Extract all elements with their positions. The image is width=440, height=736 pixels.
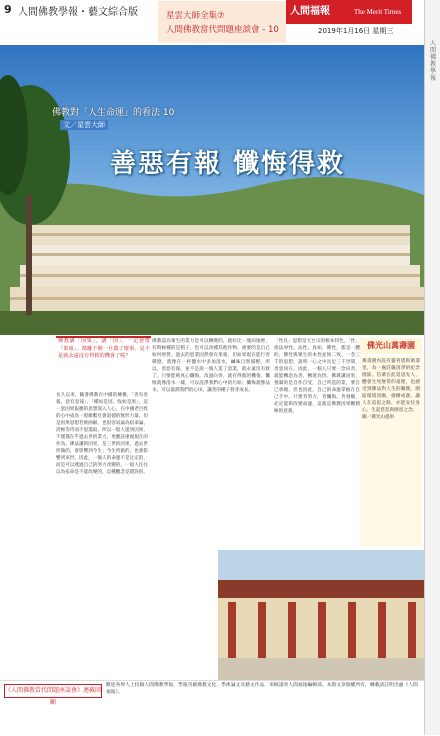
- sidebox-text: 萬壽園內設有靈骨塔與萬壽堂，為一處莊嚴清淨的紀念園區。信眾在此追思先人，體會生死無常的道理，也感受到佛法對人生的關懷。園區環境清幽，綠樹成蔭，讓人在追思之餘，亦能安住身心，生起慈悲與感恩之念。: [362, 359, 420, 413]
- article-lead: 佛教講「因果」，講「因」，一定會帶「果報」，都離不開一旦做了壞事，是不是就永遠沒有得救的機會了呢？: [58, 338, 150, 359]
- side-strip: [424, 0, 440, 735]
- series-review-label: 《人間佛教當代問題座談會》連載回顧: [4, 684, 102, 698]
- temple-photo: [0, 45, 424, 335]
- side-char: 間: [429, 47, 436, 54]
- footer-notice: 歡迎各界人士投稿人間佛教學報，學報刊載佛教文化、學術論文及藝文作品，來稿請寄人間福報編輯部。本版文章版權所有，轉載請註明出處《人間福報》。: [106, 683, 418, 695]
- side-char: 報: [429, 75, 436, 82]
- article-byline: 文／星雲大師: [60, 120, 108, 130]
- article-column-1: 長久以來，隨著佛教在中國的傳播，「善有善報，惡有惡報」，「種如是因，收如是果」，這一套因果報應的思想深入人心，在中國老百姓的心中成為一股維繫社會道德的無形力量。但是因果思想若被曲解，也很容易淪為宿命論、消極等待而不思進取。所以一般人提到因果，不僅僅在乎過去世的業力，更應該重視現在的作為。佛法講的因果，是三世的因果，過去世所做的，會影響到今生；今生所做的，也會影響到來世。因此，一個人的命運不是注定的，而是可以透過自己的努力改變的。一般人往往以為宿命是不能改變的，這種觀念是錯誤的。: [56, 393, 148, 475]
- sidebox-body: [360, 356, 422, 546]
- newspaper-logo-en: The Merit Times: [354, 0, 412, 24]
- masthead: [0, 0, 440, 44]
- hero-photo: [0, 45, 424, 335]
- issue-date: 2019年1月16日 星期三: [318, 27, 394, 35]
- shrine-photo: [218, 550, 424, 680]
- page-number: 9: [4, 3, 12, 16]
- series-banner: [158, 1, 286, 43]
- article-column-3: 「性具」思想是天台宗的根本特色，「性」指法界性。法性、真如，佛性，都是一體的，佛性與眾生的本性並無二致。一念三千的思想，說明一心之中具足三千世間，善惡同在。因此，一個人只要一念向善，就能轉惡為善，轉迷為悟。佛教講因果，強調的是自作自受，自己所造的業，要自己承擔，但也因此，自己的命運掌握在自己手中。只要肯努力，肯懺悔，肯發願，必定能夠改變命運，這就是佛教因果觀積極的意義。: [274, 339, 360, 414]
- newspaper-logo: 人間福報: [286, 0, 354, 24]
- shrine-image: [218, 550, 424, 680]
- series-line-1: 星雲大師全集⑦: [166, 11, 225, 21]
- side-char: 人: [429, 40, 436, 47]
- article-column-2: 佛教認為眾生的業力是可以轉變的，就好比一塊田地裡，有時候種的是稻子，也可以改種其他作物，重要的是自己如何經營。過去的惡業固然會有果報，但如果現在能行善積德，就像在一杯鹽水中多加清水，鹹味自然減輕。所以，善惡有報，並不是說一個人造了惡業，就永遠沒有救了。只要能夠真心懺悔，改過向善，就有得救的機會。懺悔就像清水一樣，可以洗淨我們心中的污垢；懺悔就像法水，可以滋潤我們的心田，讓善的種子發芽成長。: [152, 339, 270, 393]
- article-headline: 善惡有報 懺悔得救: [110, 149, 346, 179]
- side-char: 佛: [429, 54, 436, 61]
- side-char: 教: [429, 61, 436, 68]
- series-line-2: 人間佛教當代問題座談會 - 10: [166, 25, 279, 35]
- side-char: 學: [429, 68, 436, 75]
- sidebox-title: 佛光山萬壽園: [360, 338, 422, 354]
- article-kicker: 佛教對「人生命運」的看法 10: [52, 108, 175, 118]
- section-title: 人間佛教學報・藝文綜合版: [18, 7, 138, 18]
- photo-credit: 圖／佛光山提供: [362, 415, 395, 420]
